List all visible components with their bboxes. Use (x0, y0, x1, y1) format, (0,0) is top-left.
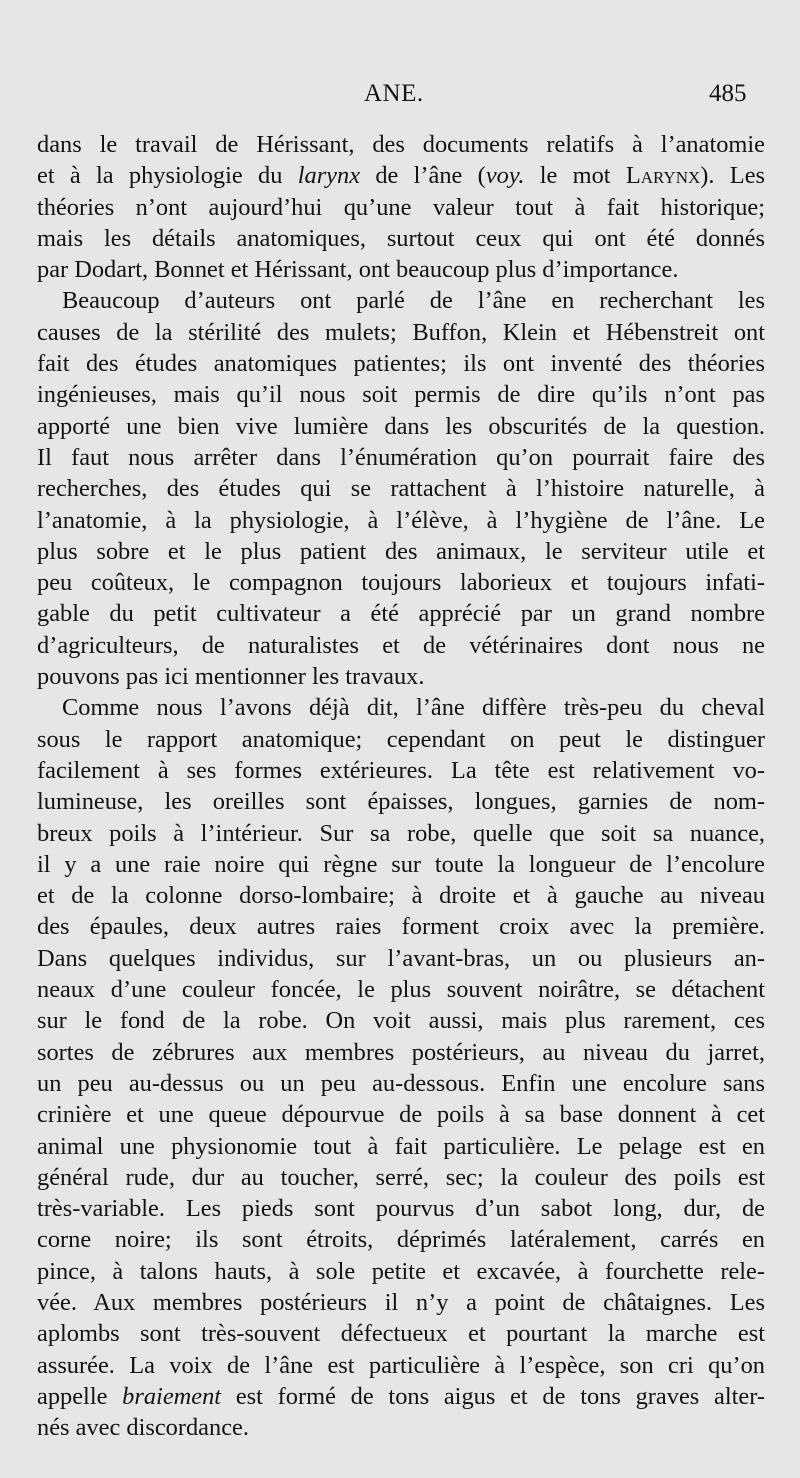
text-line (37, 192, 765, 223)
text-line (37, 1099, 765, 1130)
running-title: ANE. (364, 80, 424, 107)
text-segment: appelle (37, 1382, 123, 1410)
text-line (37, 411, 765, 442)
text-segment: animal une physionomie tout à fait particulière. Le pelage est en (37, 1132, 765, 1160)
text-segment: d’agriculteurs, de naturalistes et de vétérinaires dont nous ne (37, 631, 765, 659)
italic-text: voy. (485, 162, 525, 190)
text-segment: Beaucoup d’auteurs ont parlé de l’âne en recherchant les (62, 287, 765, 315)
text-segment: plus sobre et le plus patient des animaux, le serviteur utile et (37, 537, 765, 565)
text-line (37, 1224, 765, 1255)
text-segment: lumineuse, les oreilles sont épaisses, longues, garnies de nom- (37, 788, 765, 816)
text-segment: théories n’ont aujourd’hui qu’une valeur tout à fait historique; (37, 193, 765, 221)
page-header (0, 80, 800, 114)
text-line (37, 1381, 765, 1412)
text-line (37, 661, 765, 692)
text-segment: et à la physiologie du (37, 162, 298, 190)
text-line (37, 567, 765, 598)
text-segment: recherches, des études qui se rattachent à l’histoire naturelle, à (37, 475, 765, 503)
text-line (37, 317, 765, 348)
text-line (37, 1005, 765, 1036)
text-segment: de l’âne ( (360, 162, 486, 190)
text-segment: sur le fond de la robe. On voit aussi, mais plus rarement, ces (37, 1007, 765, 1035)
text-segment: pouvons pas ici mentionner les travaux. (37, 663, 425, 691)
italic-text: braiement (122, 1382, 222, 1410)
text-segment: par Dodart, Bonnet et Hérissant, ont beaucoup plus d’importance. (37, 256, 679, 284)
text-line (37, 1287, 765, 1318)
text-line (37, 536, 765, 567)
text-line (37, 786, 765, 817)
text-line (37, 818, 765, 849)
text-line (37, 943, 765, 974)
text-line (37, 1193, 765, 1224)
text-line (37, 724, 765, 755)
text-line (37, 880, 765, 911)
text-segment: vée. Aux membres postérieurs il n’y a point de châtaignes. Les (37, 1288, 765, 1316)
text-line (37, 285, 765, 316)
text-segment: sortes de zébrures aux membres postérieurs, au niveau du jarret, (37, 1038, 765, 1066)
text-segment: assurée. La voix de l’âne est particulière à l’espèce, son cri qu’on (37, 1351, 765, 1379)
italic-text: larynx (297, 162, 361, 190)
text-segment: pince, à talons hauts, à sole petite et excavée, à fourchette rele- (37, 1257, 765, 1285)
page-number: 485 (709, 80, 747, 107)
text-line (37, 598, 765, 629)
text-line (37, 1037, 765, 1068)
text-line (37, 755, 765, 786)
text-segment: l’anatomie, à la physiologie, à l’élève, à l’hygiène de l’âne. Le (37, 506, 765, 534)
text-segment: facilement à ses formes extérieures. La tête est relativement vo- (37, 756, 765, 784)
text-segment: est formé de tons aigus et de tons graves alter- (221, 1382, 765, 1410)
text-segment: peu coûteux, le compagnon toujours laborieux et toujours infati- (37, 569, 765, 597)
body-text (37, 129, 765, 1443)
text-segment: Dans quelques individus, sur l’avant-bras, un ou plusieurs an- (37, 944, 765, 972)
text-line (37, 1131, 765, 1162)
text-segment: apporté une bien vive lumière dans les obscurités de la question. (37, 412, 765, 440)
text-segment: breux poils à l’intérieur. Sur sa robe, quelle que soit sa nuance, (37, 819, 765, 847)
text-line (37, 1256, 765, 1287)
text-line (37, 849, 765, 880)
text-line (37, 630, 765, 661)
text-segment: fait des études anatomiques patientes; ils ont inventé des théories (37, 350, 765, 378)
text-segment: ingénieuses, mais qu’il nous soit permis de dire qu’ils n’ont pas (37, 381, 765, 409)
text-line (37, 911, 765, 942)
text-segment: il y a une raie noire qui règne sur toute la longueur de l’encolure (37, 850, 765, 878)
text-segment: un peu au-dessus ou un peu au-dessous. Enfin une encolure sans (37, 1069, 765, 1097)
text-line (37, 473, 765, 504)
text-segment: général rude, dur au toucher, serré, sec; la couleur des poils est (37, 1163, 765, 1191)
text-segment: très-variable. Les pieds sont pourvus d’un sabot long, dur, de (37, 1195, 765, 1223)
text-line (37, 1318, 765, 1349)
text-line (37, 1412, 765, 1443)
text-segment: Il faut nous arrêter dans l’énumération qu’on pourrait faire des (37, 443, 765, 471)
text-segment: mais les détails anatomiques, surtout ceux qui ont été donnés (37, 224, 765, 252)
text-line (37, 348, 765, 379)
text-line (37, 974, 765, 1005)
text-line (37, 1350, 765, 1381)
text-segment: et de la colonne dorso-lombaire; à droite et à gauche au niveau (37, 882, 765, 910)
text-segment: dans le travail de Hérissant, des documents relatifs à l’anatomie (37, 131, 765, 158)
text-line (37, 692, 765, 723)
text-line (37, 254, 765, 285)
text-line (37, 1068, 765, 1099)
text-line (37, 223, 765, 254)
text-segment: corne noire; ils sont étroits, déprimés latéralement, carrés en (37, 1226, 765, 1254)
text-segment: le mot (524, 162, 626, 190)
text-segment: Comme nous l’avons déjà dit, l’âne diffère très-peu du cheval (62, 694, 765, 722)
text-line (37, 129, 765, 160)
text-segment: des épaules, deux autres raies forment croix avec la première. (37, 913, 765, 941)
smallcaps-text: Larynx (625, 162, 701, 190)
text-segment: crinière et une queue dépourvue de poils à sa base donnent à cet (37, 1101, 765, 1129)
text-line (37, 160, 765, 191)
text-line (37, 1162, 765, 1193)
text-segment: aplombs sont très-souvent défectueux et pourtant la marche est (37, 1320, 765, 1348)
text-segment: sous le rapport anatomique; cependant on peut le distinguer (37, 725, 765, 753)
text-segment: nés avec discordance. (37, 1414, 249, 1442)
text-line (37, 379, 765, 410)
text-segment: causes de la stérilité des mulets; Buffon, Klein et Hébenstreit ont (37, 318, 765, 346)
text-line (37, 505, 765, 536)
text-segment: neaux d’une couleur foncée, le plus souvent noirâtre, se détachent (37, 976, 765, 1004)
text-segment: gable du petit cultivateur a été apprécié par un grand nombre (37, 600, 765, 628)
text-line (37, 442, 765, 473)
text-segment: ). Les (700, 162, 766, 190)
